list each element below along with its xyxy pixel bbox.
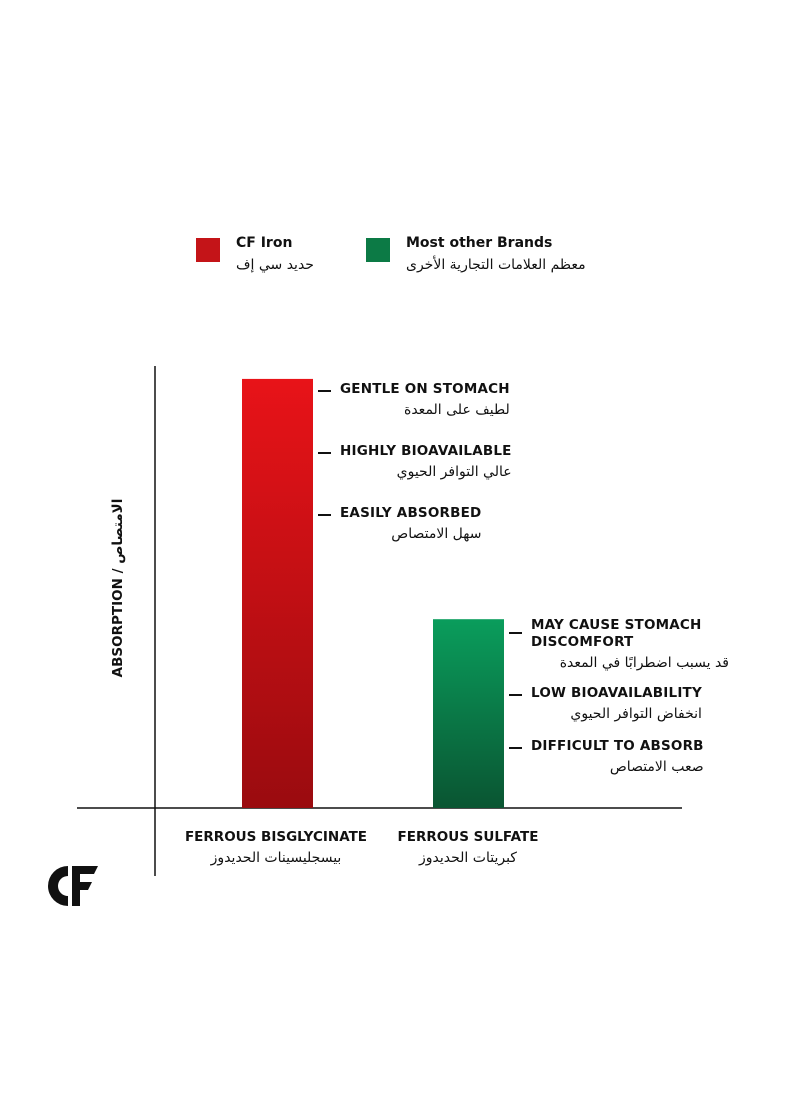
annotation-label-ar: لطيف على المعدة bbox=[404, 402, 510, 418]
x-tick-label: FERROUS SULFATE bbox=[397, 829, 539, 845]
annotation-difficult-to-absorb bbox=[509, 738, 704, 779]
annotation-label: EASILY ABSORBED bbox=[340, 505, 482, 521]
cf-logo bbox=[46, 862, 100, 910]
annotation-label: MAY CAUSE STOMACH DISCOMFORT bbox=[531, 617, 702, 650]
annotation-may-cause-stomach-discomfort bbox=[509, 617, 729, 675]
bar-ferrous-sulfate bbox=[433, 619, 504, 808]
svg-text:CF: CF bbox=[46, 862, 48, 863]
annotation-label-ar: صعب الامتصاص bbox=[609, 759, 704, 775]
legend-label-other-brands-ar: معظم العلامات التجارية الأخرى bbox=[406, 257, 586, 273]
annotation-dash bbox=[318, 452, 331, 454]
bar-ferrous-bisglycinate bbox=[242, 379, 313, 808]
x-tick-label-ar: كبريتات الحديدوز bbox=[419, 850, 517, 866]
annotation-label: HIGHLY BIOAVAILABLE bbox=[340, 443, 512, 459]
x-tick-label-ar: بيسجليسينات الحديدوز bbox=[210, 850, 342, 866]
legend-label-other-brands: Most other Brands bbox=[406, 235, 553, 251]
x-tick-label-ferrous-bisglycinate bbox=[176, 828, 376, 870]
annotation-label: DIFFICULT TO ABSORB bbox=[531, 738, 704, 754]
annotation-dash bbox=[509, 632, 522, 634]
annotation-label-ar: عالي التوافر الحيوي bbox=[396, 464, 512, 480]
annotation-label-ar: قد يسبب اضطرابًا في المعدة bbox=[559, 655, 729, 671]
annotation-label: LOW BIOAVAILABILITY bbox=[531, 685, 702, 701]
annotation-low-bioavailability bbox=[509, 685, 702, 726]
annotation-dash bbox=[509, 694, 522, 696]
annotation-dash bbox=[318, 514, 331, 516]
x-tick-label-ferrous-sulfate bbox=[383, 828, 553, 870]
x-tick-label: FERROUS BISGLYCINATE bbox=[184, 829, 368, 845]
annotation-gentle-on-stomach bbox=[318, 381, 510, 422]
annotation-easily-absorbed bbox=[318, 505, 481, 546]
annotation-label: GENTLE ON STOMACH bbox=[340, 381, 510, 397]
annotation-highly-bioavailable bbox=[318, 443, 512, 484]
annotation-dash bbox=[509, 747, 522, 749]
legend-label-cf-iron: CF Iron bbox=[236, 235, 293, 251]
y-axis-label: ABSORPTION / الامتصاص bbox=[110, 498, 126, 678]
legend-label-cf-iron-ar: حديد سي إف bbox=[236, 257, 314, 273]
annotation-label-ar: انخفاض التوافر الحيوي bbox=[570, 706, 702, 722]
annotation-label-ar: سهل الامتصاص bbox=[391, 526, 482, 542]
annotation-dash bbox=[318, 390, 331, 392]
